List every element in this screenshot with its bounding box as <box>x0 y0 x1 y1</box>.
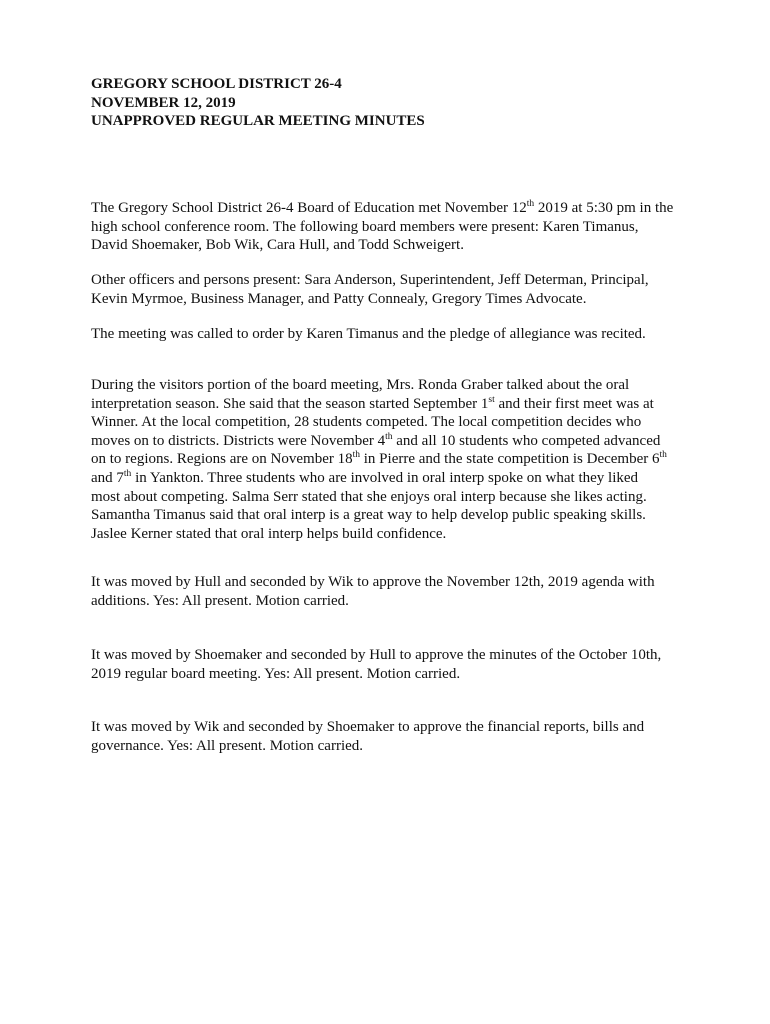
text-line: and 7th in Yankton. Three students who are involved in oral interp spoke on what they liked <box>91 468 639 486</box>
text-line: Samantha Timanus said that oral interp is a great way to help develop public speaking skills. <box>91 507 646 524</box>
text-line: The Gregory School District 26-4 Board of Education met November 12th 2019 at 5:30 pm in the <box>91 199 674 216</box>
visitors-paragraph <box>91 376 691 543</box>
text-line: governance. Yes: All present. Motion carried. <box>91 737 364 754</box>
text-line: Jaslee Kerner stated that oral interp helps build confidence. <box>91 525 447 542</box>
text-line: moves on to districts. Districts were November 4th and all 10 students who competed advanced <box>91 431 661 449</box>
document-title: UNAPPROVED REGULAR MEETING MINUTES <box>91 113 425 129</box>
text-line: Other officers and persons present: Sara Anderson, Superintendent, Jeff Determan, Principal, <box>91 272 649 288</box>
text-line: on to regions. Regions are on November 18th in Pierre and the state competition is December 6th <box>91 450 667 468</box>
minutes-motion-paragraph <box>91 646 691 683</box>
text-line: Kevin Myrmoe, Business Manager, and Patty Connealy, Gregory Times Advocate. <box>91 290 587 307</box>
document-header <box>91 75 425 131</box>
text-line: During the visitors portion of the board meeting, Mrs. Ronda Graber talked about the oral <box>91 377 630 393</box>
text-line: David Shoemaker, Bob Wik, Cara Hull, and Todd Schweigert. <box>91 237 464 254</box>
text-line: Winner. At the local competition, 28 students competed. The local competition decides who <box>91 414 642 431</box>
text-line: It was moved by Hull and seconded by Wik to approve the November 12th, 2019 agenda with <box>91 574 655 590</box>
text-line: interpretation season. She said that the season started September 1st and their first meet was at <box>91 394 654 412</box>
agenda-motion-paragraph <box>91 573 691 610</box>
financial-motion-paragraph <box>91 718 691 755</box>
text-line: 2019 regular board meeting. Yes: All present. Motion carried. <box>91 665 461 682</box>
text-line: It was moved by Shoemaker and seconded by Hull to approve the minutes of the October 10th, <box>91 647 662 663</box>
text-line: It was moved by Wik and seconded by Shoemaker to approve the financial reports, bills and <box>91 719 645 735</box>
text-line: high school conference room. The following board members were present: Karen Timanus, <box>91 218 639 235</box>
text-line: additions. Yes: All present. Motion carried. <box>91 592 349 609</box>
text-line: The meeting was called to order by Karen Timanus and the pledge of allegiance was recited. <box>91 326 646 342</box>
attendance-paragraph <box>91 199 691 255</box>
district-title: GREGORY SCHOOL DISTRICT 26-4 <box>91 76 342 92</box>
text-line: most about competing. Salma Serr stated that she enjoys oral interp because she likes acting. <box>91 488 647 505</box>
meeting-date: NOVEMBER 12, 2019 <box>91 94 236 111</box>
call-to-order-paragraph <box>91 325 691 344</box>
officers-paragraph <box>91 271 691 308</box>
